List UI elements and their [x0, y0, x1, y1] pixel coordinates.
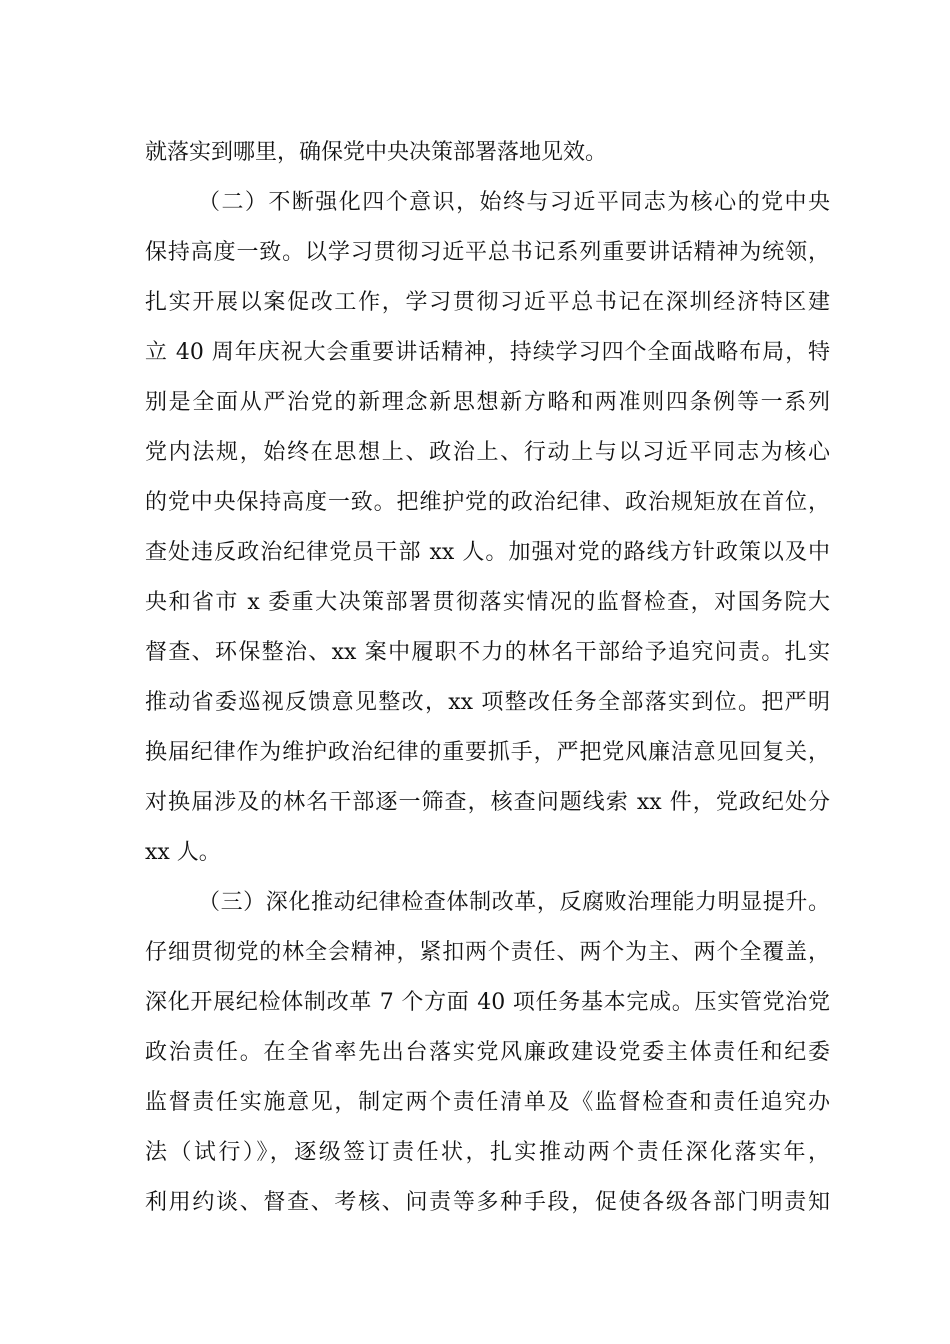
paragraph-line: 别是全面从严治党的新理念新思想新方略和两准则四条例等一系列	[145, 390, 830, 415]
paragraph-line: 深化开展纪检体制改革 7 个方面 40 项任务基本完成。压实管党治党	[145, 990, 830, 1015]
paragraph-line: 仔细贯彻党的林全会精神，紧扣两个责任、两个为主、两个全覆盖，	[145, 940, 830, 965]
paragraph-line: 换届纪律作为维护政治纪律的重要抓手，严把党风廉洁意见回复关，	[145, 740, 830, 765]
paragraph-line: 对换届涉及的林名干部逐一筛查，核查问题线索 xx 件，党政纪处分	[145, 790, 830, 815]
paragraph-line: 法（试行）》，逐级签订责任状，扎实推动两个责任深化落实年，	[145, 1140, 830, 1165]
paragraph-line: 查处违反政治纪律党员干部 xx 人。加强对党的路线方针政策以及中	[145, 540, 830, 565]
section-heading-line: （二）不断强化四个意识，始终与习近平同志为核心的党中央	[198, 190, 830, 215]
section-heading-line: （三）深化推动纪律检查体制改革，反腐败治理能力明显提升。	[198, 890, 830, 915]
paragraph-line: 党内法规，始终在思想上、政治上、行动上与以习近平同志为核心	[145, 440, 830, 465]
paragraph-line: 就落实到哪里，确保党中央决策部署落地见效。	[145, 140, 608, 165]
paragraph-line: 立 40 周年庆祝大会重要讲话精神，持续学习四个全面战略布局，特	[145, 340, 830, 365]
paragraph-line: 督查、环保整治、xx 案中履职不力的林名干部给予追究问责。扎实	[145, 640, 830, 665]
paragraph-line: 的党中央保持高度一致。把维护党的政治纪律、政治规矩放在首位，	[145, 490, 830, 515]
paragraph-line: 推动省委巡视反馈意见整改，xx 项整改任务全部落实到位。把严明	[145, 690, 830, 715]
paragraph-line: 保持高度一致。以学习贯彻习近平总书记系列重要讲话精神为统领，	[145, 240, 830, 265]
paragraph-line: 央和省市 x 委重大决策部署贯彻落实情况的监督检查，对国务院大	[145, 590, 830, 615]
paragraph-line: 扎实开展以案促改工作，学习贯彻习近平总书记在深圳经济特区建	[145, 290, 830, 315]
paragraph-line: 监督责任实施意见，制定两个责任清单及《监督检查和责任追究办	[145, 1090, 830, 1115]
paragraph-line: xx 人。	[145, 840, 221, 865]
paragraph-line: 利用约谈、督查、考核、问责等多种手段，促使各级各部门明责知	[145, 1190, 830, 1215]
paragraph-line: 政治责任。在全省率先出台落实党风廉政建设党委主体责任和纪委	[145, 1040, 830, 1065]
